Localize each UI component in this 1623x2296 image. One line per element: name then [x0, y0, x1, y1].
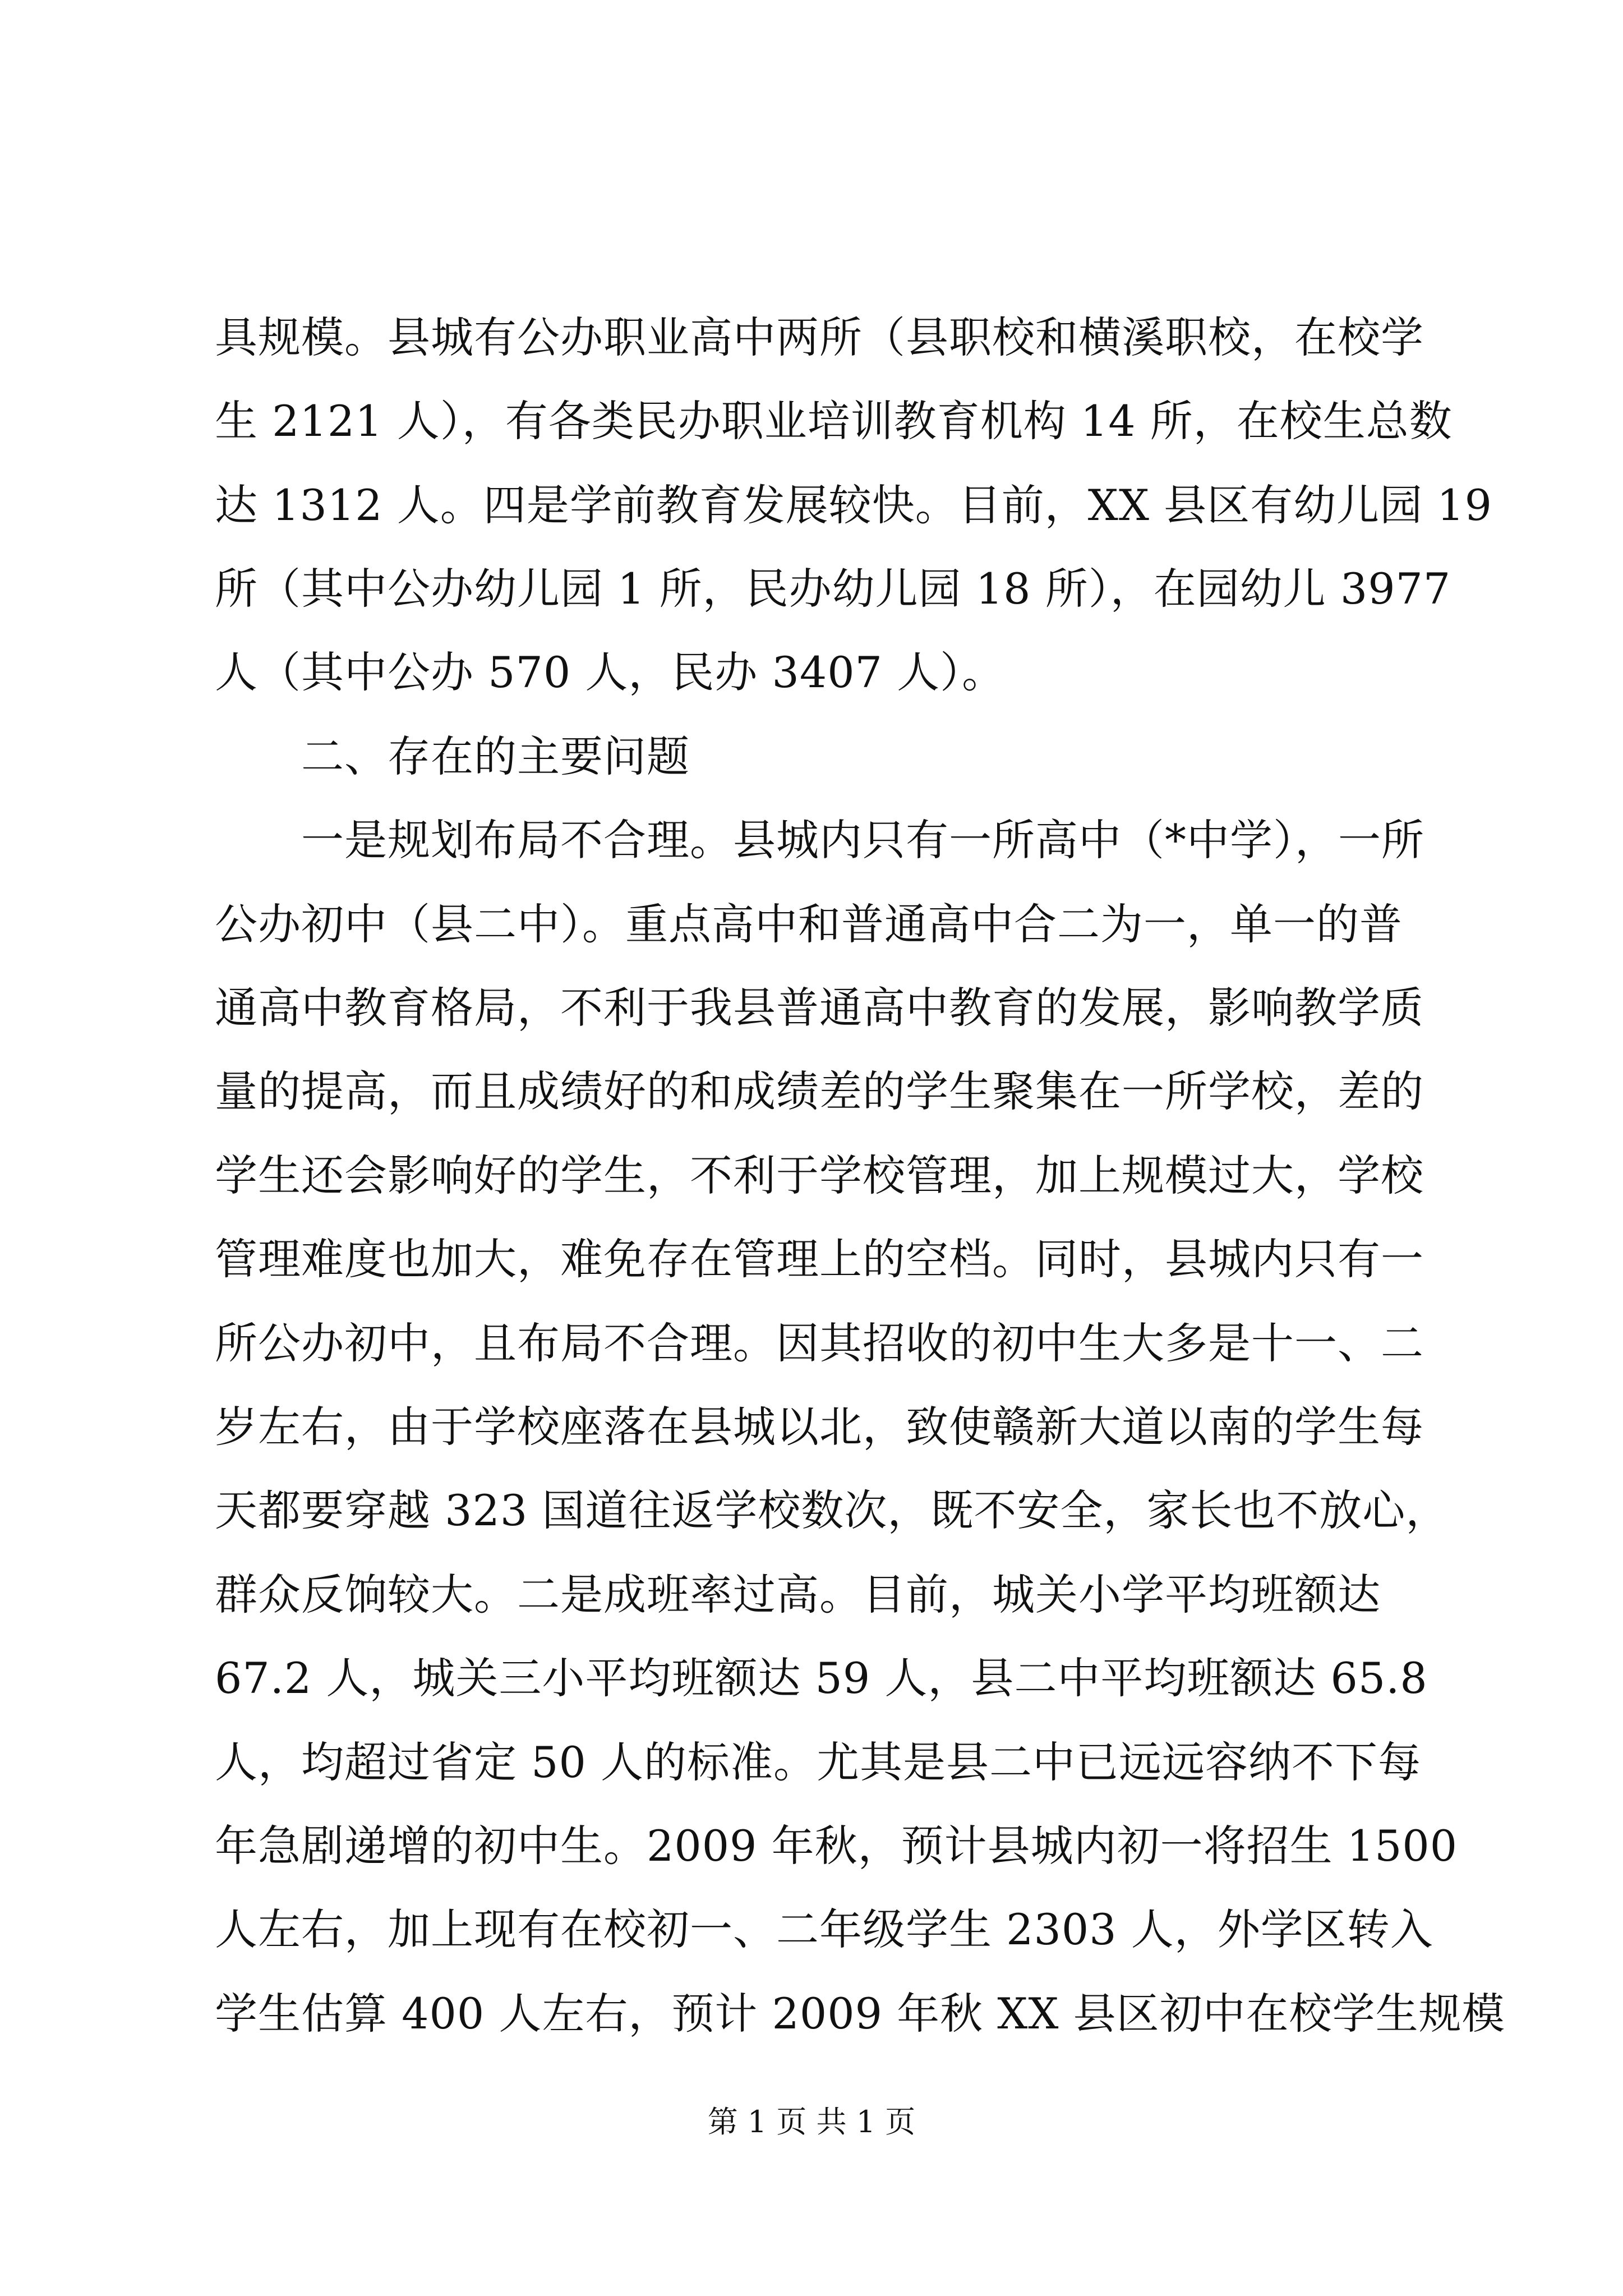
- text-line: 学生还会影响好的学生，不利于学校管理，加上规模过大，学校: [215, 1151, 1424, 1200]
- text-line: 达 1312 人。四是学前教育发展较快。目前，XX 县区有幼儿园 19: [215, 480, 1492, 530]
- text-line: 所公办初中，且布局不合理。因其招收的初中生大多是十一、二: [215, 1318, 1424, 1368]
- text-line: 天都要穿越 323 国道往返学校数次，既不安全，家长也不放心，: [215, 1485, 1449, 1535]
- text-line: 群众反饷较大。二是成班率过高。目前，城关小学平均班额达: [215, 1570, 1381, 1619]
- text-line: 具规模。县城有公办职业高中两所（县职校和横溪职校，在校学: [215, 312, 1424, 362]
- text-line: 管理难度也加大，难免存在管理上的空档。同时，县城内只有一: [215, 1234, 1424, 1284]
- text-line: 所（其中公办幼儿园 1 所，民办幼儿园 18 所），在园幼儿 3977: [215, 564, 1451, 614]
- text-line: 学生估算 400 人左右，预计 2009 年秋 XX 县区初中在校学生规模: [215, 1989, 1505, 2039]
- text-line: 生 2121 人），有各类民办职业培训教育机构 14 所，在校生总数: [215, 396, 1453, 446]
- text-line: 量的提高，而且成绩好的和成绩差的学生聚集在一所学校，差的: [215, 1066, 1424, 1116]
- text-line: 公办初中（县二中）。重点高中和普通高中合二为一，单一的普: [215, 899, 1403, 949]
- page-footer: 第 1 页 共 1 页: [707, 2104, 916, 2139]
- text-line: 通高中教育格局，不利于我县普通高中教育的发展，影响教学质: [215, 983, 1424, 1033]
- text-line: 年急剧递增的初中生。2009 年秋，预计县城内初一将招生 1500: [215, 1821, 1458, 1871]
- text-line: 人左右，加上现有在校初一、二年级学生 2303 人，外学区转入: [215, 1904, 1433, 1954]
- text-line: 一是规划布局不合理。县城内只有一所高中（*中学），一所: [215, 815, 1424, 865]
- text-line: 人，均超过省定 50 人的标准。尤其是县二中已远远容纳不下每: [215, 1737, 1422, 1787]
- text-line: 67.2 人，城关三小平均班额达 59 人，县二中平均班额达 65.8: [215, 1653, 1428, 1703]
- section-heading: 二、存在的主要问题: [215, 731, 690, 781]
- text-line: 岁左右，由于学校座落在县城以北，致使赣新大道以南的学生每: [215, 1402, 1424, 1452]
- text-line: 人（其中公办 570 人，民办 3407 人）。: [215, 647, 1006, 697]
